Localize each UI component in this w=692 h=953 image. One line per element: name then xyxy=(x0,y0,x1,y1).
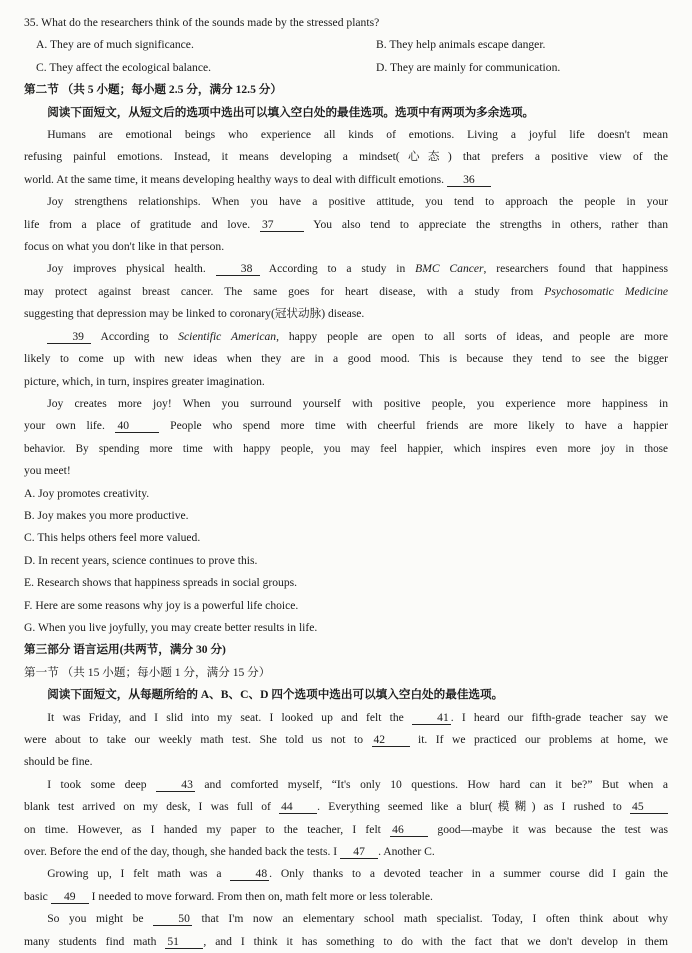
text-span: were about to take our weekly math test. She told us not to xyxy=(24,733,364,746)
blank-46[interactable]: 46 xyxy=(390,823,428,837)
blank-42[interactable]: 42 xyxy=(372,733,410,747)
text-span: on time. However, as I handed my paper to the teacher, I felt xyxy=(24,822,381,836)
blank-40[interactable]: 40 xyxy=(115,419,159,433)
passage1-line: Joy strengthens relationships. When you have a positive attitude, you tend to approach the people in your xyxy=(47,195,668,209)
passage1-line xyxy=(24,415,668,437)
passage1-line xyxy=(24,258,668,280)
text-span: that I'm now an elementary school math specialist. Today, I often think about why xyxy=(201,912,668,926)
text-span: . Everything seemed like a blur(模糊) as I rushed to xyxy=(317,800,622,814)
question-35-options-row1 xyxy=(24,34,668,56)
blank-48[interactable]: 48 xyxy=(230,867,269,881)
passage2-line xyxy=(24,931,668,953)
text-span: You also tend to appreciate the strengths in others, rather than xyxy=(313,217,668,231)
passage2-line xyxy=(24,863,668,885)
passage1-line: focus on what you don't like in that person. xyxy=(24,240,225,254)
blank-43[interactable]: 43 xyxy=(156,778,195,792)
text-span: According to a study in xyxy=(268,262,406,276)
text-span: , happy people are open to all sorts of ideas, and people are more xyxy=(276,329,668,343)
section-2-directions: 阅读下面短文，从短文后的选项中选出可以填入空白处的最佳选项。选项中有两项为多余选项。 xyxy=(47,105,535,119)
blank-37[interactable]: 37 xyxy=(260,218,304,232)
text-span: Joy improves physical health. xyxy=(47,262,206,276)
option-e: E. Research shows that happiness spreads in social groups. xyxy=(24,576,298,590)
text-span: . Only thanks to a devoted teacher in a summer course did I gain the xyxy=(269,867,668,881)
text-span: . I heard our fifth-grade teacher say we xyxy=(450,710,668,724)
option-c: C. This helps others feel more valued. xyxy=(24,531,201,545)
text-span: , and I think it has something to do with the fact that we don't develop in them xyxy=(203,934,668,948)
blank-39[interactable]: 39 xyxy=(47,330,91,344)
text-span: it. If we practiced our problems at home, we xyxy=(417,733,668,746)
text-span: may protect against breast cancer. The same goes for heart disease, with a study from xyxy=(24,284,534,298)
blank-51[interactable]: 51 xyxy=(165,935,203,949)
option-f: F. Here are some reasons why joy is a powerful life choice. xyxy=(24,598,299,612)
passage1-line: behavior. By spending more time with happy people, you may feel happier, which inspires even more joy in those xyxy=(24,442,668,455)
passage2-line xyxy=(24,886,668,908)
passage2-line xyxy=(24,841,668,863)
text-span: world. At the same time, it means developing healthy ways to deal with difficult emotions. xyxy=(24,172,444,186)
passage1-line: picture, which, in turn, inspires greater imagination. xyxy=(24,374,265,388)
blank-49[interactable]: 49 xyxy=(51,890,89,904)
text-span: basic xyxy=(24,889,48,903)
passage2-line xyxy=(24,819,668,841)
passage1-line: you meet! xyxy=(24,464,71,478)
journal-name: BMC Cancer xyxy=(415,262,484,276)
passage2-line xyxy=(24,729,668,751)
text-span: I needed to move forward. From then on, math felt more or less tolerable. xyxy=(91,889,433,903)
blank-38[interactable]: 38 xyxy=(216,262,260,276)
blank-47[interactable]: 47 xyxy=(340,845,378,859)
passage1-line: Humans are emotional beings who experience all kinds of emotions. Living a joyful life doesn't mean xyxy=(47,128,668,142)
blank-36[interactable]: 36 xyxy=(447,173,491,187)
text-span: , researchers found that happiness xyxy=(483,262,668,276)
text-span: People who spend more time with cheerful friends are more likely to have a happier xyxy=(170,419,668,433)
option-35-b: B. They help animals escape danger. xyxy=(376,38,546,52)
journal-name: Psychosomatic Medicine xyxy=(544,284,668,298)
text-span: over. Before the end of the day, though, she handed back the tests. I xyxy=(24,845,338,859)
blank-50[interactable]: 50 xyxy=(153,912,192,926)
question-35-stem: 35. What do the researchers think of the sounds made by the stressed plants? xyxy=(24,16,380,29)
text-span: . Another C. xyxy=(378,845,435,859)
text-span: life from a place of gratitude and love. xyxy=(24,217,251,231)
text-span: blank test arrived on my desk, I was full of xyxy=(24,800,271,814)
option-g: G. When you live joyfully, you may create better results in life. xyxy=(24,620,318,634)
option-35-d: D. They are mainly for communication. xyxy=(376,60,561,74)
passage2-line xyxy=(24,908,668,930)
passage1-line: suggesting that depression may be linked to coronary(冠状动脉) disease. xyxy=(24,307,365,321)
passage1-line xyxy=(24,169,668,191)
passage2-line xyxy=(24,774,668,796)
part-3-directions: 阅读下面短文，从每题所给的 A、B、C、D 四个选项中选出可以填入空白处的最佳选项。 xyxy=(47,688,504,702)
journal-name: Scientific American xyxy=(178,329,277,343)
option-a: A. Joy promotes creativity. xyxy=(24,486,150,500)
text-span: According to xyxy=(100,329,169,343)
text-span: good—maybe it was because the test was xyxy=(437,822,668,836)
passage1-line xyxy=(24,214,668,236)
option-d: D. In recent years, science continues to prove this. xyxy=(24,553,258,567)
text-span: Growing up, I felt math was a xyxy=(47,867,222,881)
passage1-line: Joy creates more joy! When you surround yourself with positive people, you experience more happiness in xyxy=(47,396,668,410)
part-3-section-1-heading: 第一节 （共 15 小题；每小题 1 分，满分 15 分） xyxy=(24,665,271,679)
option-35-c: C. They affect the ecological balance. xyxy=(36,60,212,74)
question-35-options-row2 xyxy=(24,57,668,79)
passage2-line xyxy=(24,796,668,818)
text-span: many students find math xyxy=(24,934,157,948)
blank-41[interactable]: 41 xyxy=(412,711,451,725)
passage1-line: likely to come up with new ideas when they are in a good mood. This is because they tend to see the bigger xyxy=(24,352,668,366)
blank-44[interactable]: 44 xyxy=(279,800,317,814)
blank-45[interactable]: 45 xyxy=(630,800,668,814)
passage2-line xyxy=(24,707,668,729)
option-b: B. Joy makes you more productive. xyxy=(24,508,189,522)
text-span: So you might be xyxy=(47,912,144,926)
passage1-line xyxy=(24,281,668,303)
passage1-line: refusing painful emotions. Instead, it means developing a mindset(心态) that prefers a positive view of the xyxy=(24,150,668,164)
section-2-heading: 第二节 （共 5 小题；每小题 2.5 分，满分 12.5 分） xyxy=(24,83,282,97)
text-span: It was Friday, and I slid into my seat. I looked up and felt the xyxy=(47,710,404,724)
text-span: your own life. xyxy=(24,419,105,433)
option-35-a: A. They are of much significance. xyxy=(36,38,194,52)
passage2-line: should be fine. xyxy=(24,755,93,769)
passage1-line xyxy=(24,326,668,348)
text-span: I took some deep xyxy=(47,777,147,791)
part-3-heading: 第三部分 语言运用(共两节，满分 30 分) xyxy=(24,643,226,657)
text-span: and comforted myself, “It's only 10 questions. How hard can it be?” But when a xyxy=(204,777,668,791)
